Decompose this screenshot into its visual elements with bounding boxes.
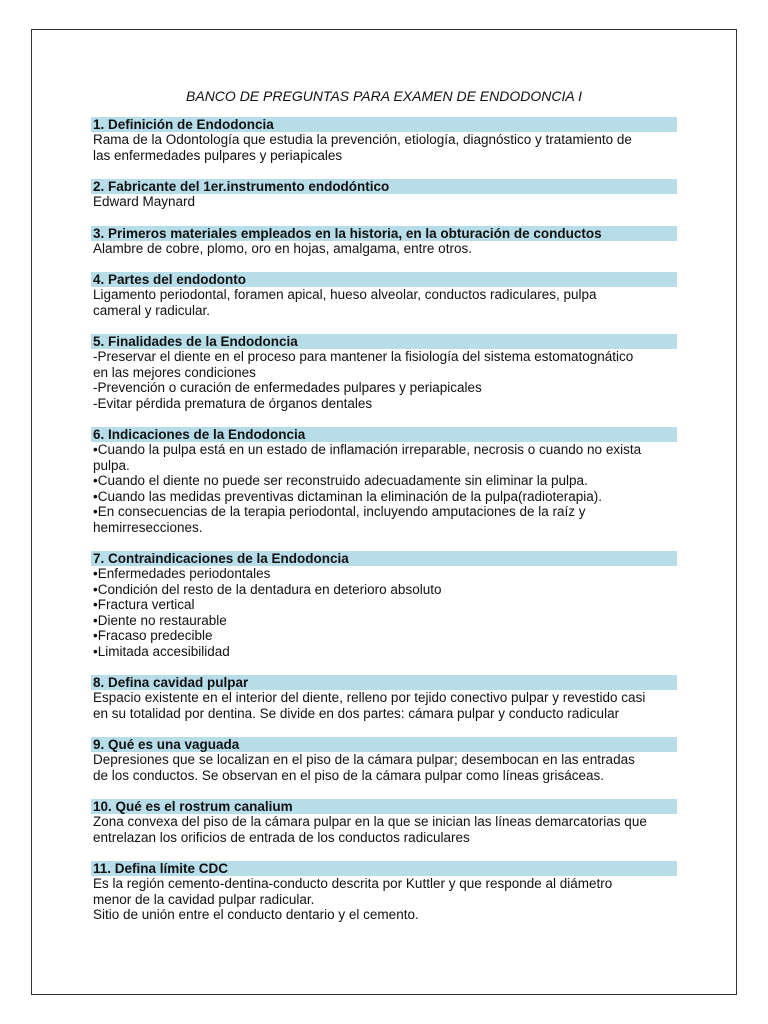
question-block [91, 179, 677, 210]
answer-line: •Cuando las medidas preventivas dictaminan la eliminación de la pulpa(radioterapia). [93, 488, 603, 504]
question-heading: 9. Qué es una vaguada [91, 737, 677, 752]
answer-line: Zona convexa del piso de la cámara pulpar en la que se inician las líneas demarcatorias que [93, 814, 647, 829]
answer-line: •En consecuencias de la terapia periodontal, incluyendo amputaciones de la raíz y [93, 504, 586, 519]
answer-line: -Preservar el diente en el proceso para mantener la fisiología del sistema estomatognático [93, 349, 634, 364]
question-block [91, 117, 677, 163]
question-heading: 11. Defina límite CDC [91, 861, 677, 876]
question-heading: 7. Contraindicaciones de la Endodoncia [91, 551, 677, 566]
question-block [91, 226, 677, 257]
answer-line: menor de la cavidad pulpar radicular. [93, 891, 315, 907]
answer-line: entrelazan los orificios de entrada de los conductos radiculares [93, 829, 470, 845]
answer-line: -Evitar pérdida prematura de órganos dentales [93, 395, 373, 411]
answer-line: •Enfermedades periodontales [93, 566, 271, 581]
document-title: BANCO DE PREGUNTAS PARA EXAMEN DE ENDODONCIA I [186, 88, 582, 104]
answer-line: •Condición del resto de la dentadura en deterioro absoluto [93, 581, 442, 597]
question-list [91, 117, 677, 939]
answer-line: •Diente no restaurable [93, 612, 227, 628]
answer-line: en las mejores condiciones [93, 364, 256, 380]
question-heading: 6. Indicaciones de la Endodoncia [91, 427, 677, 442]
answer-line: pulpa. [93, 457, 130, 473]
answer-line: •Fracaso predecible [93, 628, 213, 643]
question-heading: 4. Partes del endodonto [91, 272, 677, 287]
answer-line: Rama de la Odontología que estudia la prevención, etiología, diagnóstico y tratamiento de [93, 132, 632, 147]
answer-line: Es la región cemento-dentina-conducto descrita por Kuttler y que responde al diámetro [93, 876, 613, 891]
answer-line: Ligamento periodontal, foramen apical, hueso alveolar, conductos radiculares, pulpa [93, 287, 597, 302]
answer-line: las enfermedades pulpares y periapicales [93, 147, 343, 163]
answer-line: cameral y radicular. [93, 302, 211, 318]
answer-line: Alambre de cobre, plomo, oro en hojas, amalgama, entre otros. [93, 240, 472, 256]
question-block [91, 861, 677, 923]
answer-line: de los conductos. Se observan en el piso de la cámara pulpar como líneas grisáceas. [93, 767, 605, 783]
answer-line: Edward Maynard [93, 194, 196, 209]
question-block [91, 272, 677, 318]
question-block [91, 737, 677, 783]
answer-line: •Fractura vertical [93, 597, 195, 612]
question-block [91, 675, 677, 721]
answer-line: hemirresecciones. [93, 519, 203, 535]
question-heading: 5. Finalidades de la Endodoncia [91, 334, 677, 349]
answer-line: Depresiones que se localizan en el piso de la cámara pulpar; desembocan en las entradas [93, 752, 635, 767]
question-block [91, 427, 677, 535]
question-block [91, 799, 677, 845]
question-heading: 2. Fabricante del 1er.instrumento endodóntico [91, 179, 677, 194]
answer-line: en su totalidad por dentina. Se divide en dos partes: cámara pulpar y conducto radicular [93, 705, 620, 721]
answer-line: •Cuando el diente no puede ser reconstruido adecuadamente sin eliminar la pulpa. [93, 473, 588, 488]
question-block [91, 334, 677, 411]
answer-line: •Limitada accesibilidad [93, 643, 230, 659]
question-heading: 8. Defina cavidad pulpar [91, 675, 677, 690]
question-heading: 1. Definición de Endodoncia [91, 117, 677, 132]
answer-line: •Cuando la pulpa está en un estado de inflamación irreparable, necrosis o cuando no exista [93, 442, 642, 457]
question-block [91, 551, 677, 659]
answer-line: Sitio de unión entre el conducto dentario y el cemento. [93, 907, 419, 922]
question-heading: 10. Qué es el rostrum canalium [91, 799, 677, 814]
question-heading: 3. Primeros materiales empleados en la historia, en la obturación de conductos [91, 226, 677, 241]
answer-line: Espacio existente en el interior del diente, relleno por tejido conectivo pulpar y revestido casi [93, 690, 646, 705]
answer-line: -Prevención o curación de enfermedades pulpares y periapicales [93, 380, 482, 395]
